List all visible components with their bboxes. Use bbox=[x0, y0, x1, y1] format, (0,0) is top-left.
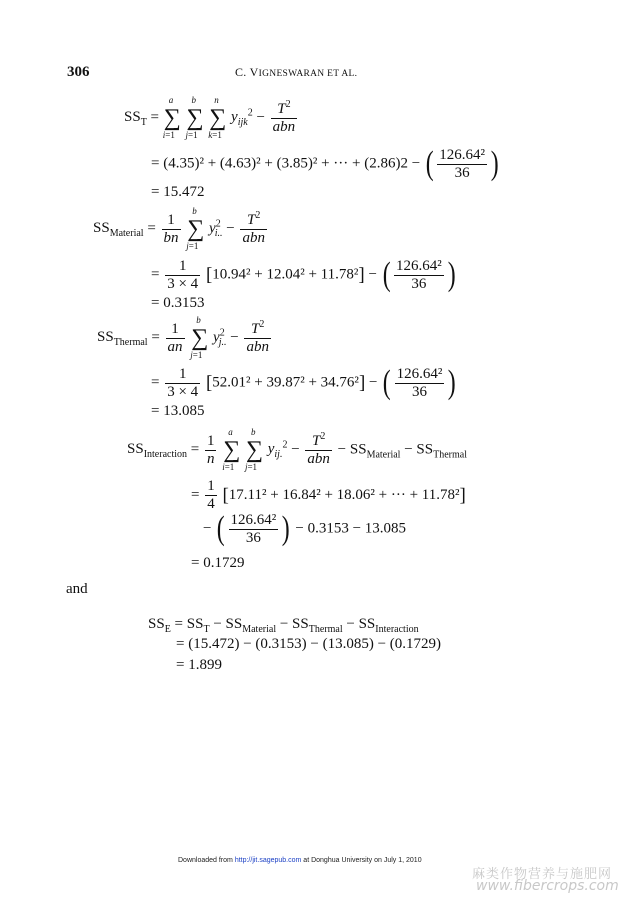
ss-thermal-lhs: $SS_{Thermal}$ bbox=[97, 329, 148, 349]
equation-ss-interaction-line1: $SS_{Interaction}$ = $\frac{1}{n}$ ∑ a i=1 ∑ b j=1 $y_{ij.}^2$ − $\frac{T^2}{\text{abn}}$ − $SS_{Material} - SS_{Thermal}$ bbox=[127, 427, 467, 472]
ss-material-lhs: $SS_{Material}$ bbox=[93, 220, 144, 240]
equation-sst-line2: = (4.35)² + (4.63)² + (3.85)² + ··· + (2.86)2 − ( $\frac{\text{126.64²}}{36}$ ) bbox=[151, 145, 499, 182]
equation-ss-thermal-line1: $SS_{Thermal}$ = $\frac{1}{an}$ ∑ b j=1 $y^2_{j..}$ − $\frac{T^2}{\text{abn}}$ bbox=[97, 315, 269, 360]
page-number: 306 bbox=[67, 64, 90, 80]
equation-sse-result: = 1.899 bbox=[176, 657, 222, 673]
equation-ss-thermal-line2: = $\frac{1}{3 \times 4}$ [52.01² + 39.87² + 34.76²] − ( $\frac{\text{126.64²}}{36}$ ) bbox=[151, 364, 456, 401]
equation-sse-line2: = (15.472) − (0.3153) − (13.085) − (0.1729) bbox=[176, 636, 442, 652]
equation-ss-material-line2: = $\frac{1}{3 \times 4}$ [10.94² + 12.04² + 11.78²] − ( $\frac{\text{126.64²}}{36}$ ) bbox=[151, 256, 456, 293]
connector-word: and bbox=[66, 581, 88, 597]
ss-interaction-lhs: $SS_{Interaction}$ bbox=[127, 441, 187, 461]
footer-suffix: at Donghua University on July 1, 2010 bbox=[301, 857, 422, 864]
sum-j-symbol: ∑ b j=1 bbox=[244, 427, 264, 472]
watermark-chinese: 麻类作物营养与施肥网 bbox=[472, 867, 613, 882]
sum-i-symbol: ∑ a i=1 bbox=[222, 427, 241, 472]
sum-i-symbol: ∑ a i=1 bbox=[162, 95, 181, 140]
sum-i-symbol: ∑ b j=1 bbox=[190, 315, 209, 360]
t-squared-over-abn: $\frac{T^2}{\text{abn}}$ bbox=[272, 98, 296, 135]
equation-ss-interaction-result: = 0.1729 bbox=[191, 555, 245, 571]
running-header bbox=[235, 65, 357, 80]
equation-sst-result: = 15.472 bbox=[151, 184, 205, 200]
sum-j-symbol: ∑ b j=1 bbox=[186, 206, 205, 251]
running-header-author-rest: IGNESWARAN ET AL. bbox=[258, 69, 358, 79]
equation-sse-line1: $SS_E = SS_T - SS_{Material} - SS_{Thermal} - SS_{Interaction}$ bbox=[148, 616, 419, 635]
equation-ss-material-result: = 0.3153 bbox=[151, 295, 205, 311]
sum-k-symbol: ∑ n k=1 bbox=[208, 95, 227, 140]
watermark-url: www.fibercrops.com bbox=[476, 878, 619, 894]
footer-prefix: Downloaded from bbox=[178, 857, 235, 864]
download-footer bbox=[178, 857, 422, 864]
equation-ss-thermal-result: = 13.085 bbox=[151, 403, 205, 419]
equation-ss-material-line1: $SS_{Material}$ = $\frac{1}{bn}$ ∑ b j=1 $y^2_{i..}$ − $\frac{T^2}{\text{abn}}$ bbox=[93, 206, 265, 251]
equation-sst-line1: $SS_T$ = ∑ a i=1 ∑ b j=1 ∑ n k=1 $y_{ijk}^2$ − $\frac{T^2}{\text{abn}}$ bbox=[124, 95, 296, 140]
sum-j-symbol: ∑ b j=1 bbox=[185, 95, 204, 140]
running-header-author-first: C. V bbox=[235, 65, 259, 79]
equation-ss-interaction-line3: − ( $\frac{\text{126.64²}}{36}$ ) − 0.3153 − 13.085 bbox=[203, 510, 407, 547]
equation-ss-interaction-line2: = $\frac{1}{4}$ [17.11² + 16.84² + 18.06² + ··· + 11.78²] bbox=[191, 478, 466, 512]
footer-link[interactable]: http://jit.sagepub.com bbox=[234, 857, 302, 864]
sst-lhs: $SS_T$ bbox=[124, 109, 147, 129]
